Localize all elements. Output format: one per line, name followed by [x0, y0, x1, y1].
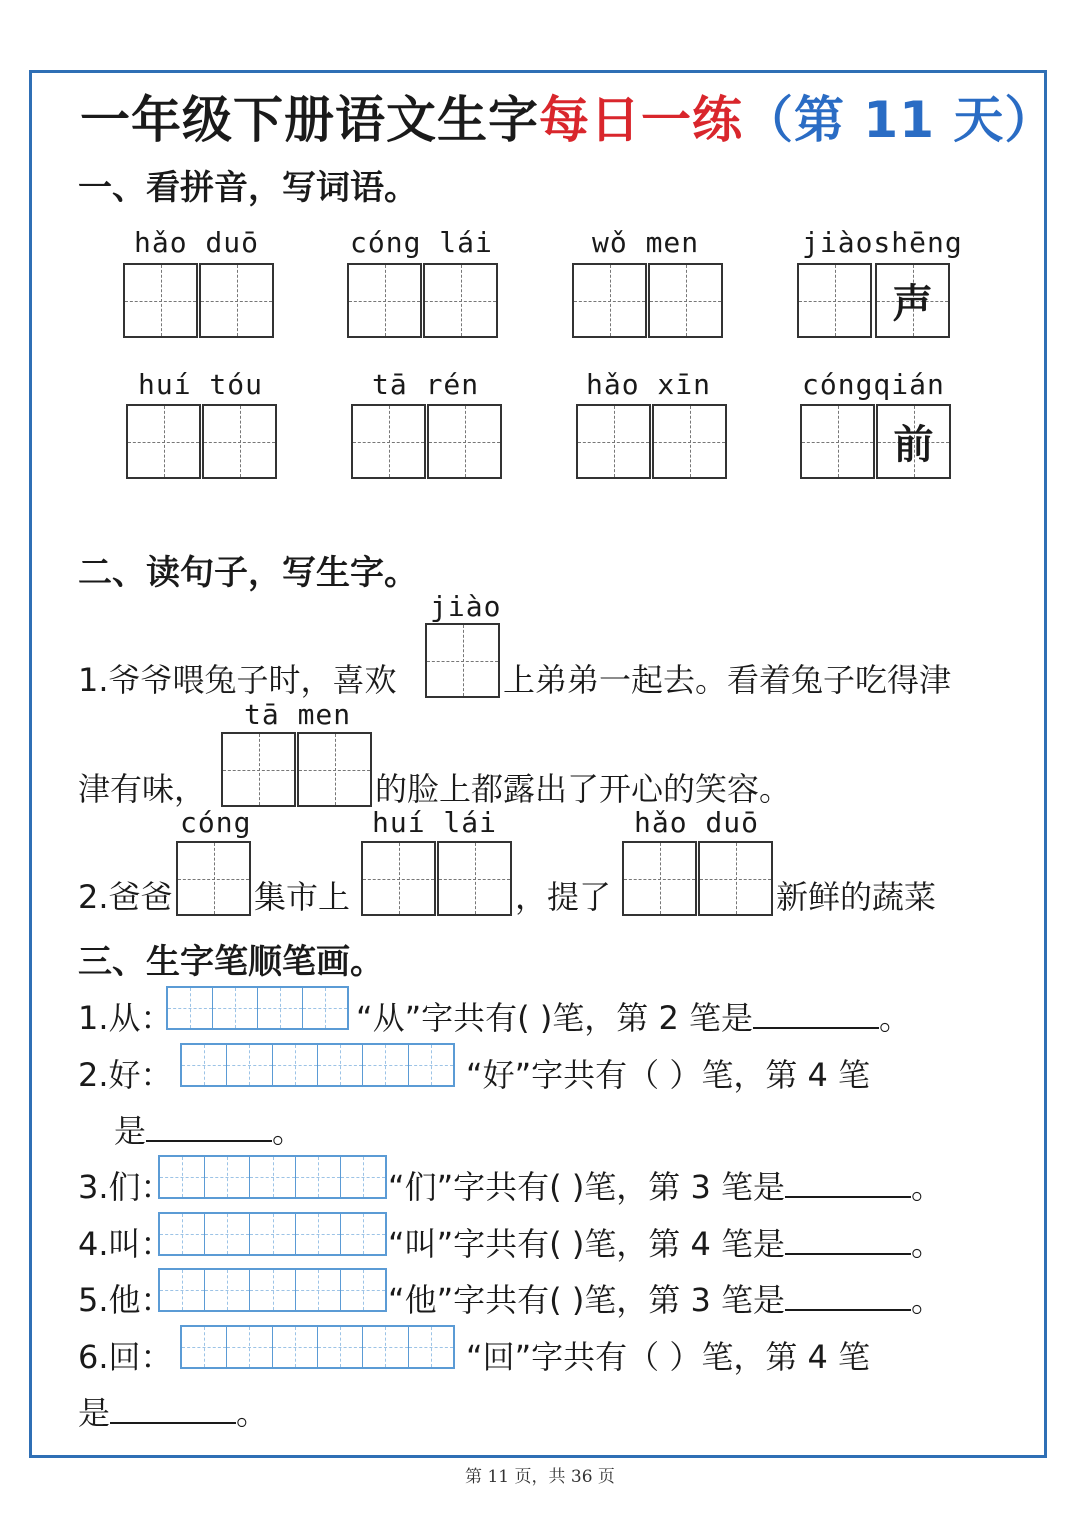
answer-blank[interactable]: [146, 1112, 272, 1142]
pinyin-label: huí lái: [372, 806, 498, 839]
pinyin-label: hǎo xīn: [586, 368, 712, 401]
page-title: [80, 80, 1055, 152]
stroke-order-boxes[interactable]: [180, 1043, 455, 1087]
title-part1: 一年级下册语文生字: [80, 91, 539, 149]
writing-box[interactable]: [423, 263, 498, 338]
stroke-question-cont: 是 。: [78, 1394, 269, 1432]
sentence-text: 的脸上都露出了开心的笑容。: [375, 770, 792, 808]
sentence-text: 新鲜的蔬菜: [776, 878, 937, 916]
stroke-question: “回”字共有（ ）笔，第 4 笔: [466, 1338, 871, 1376]
stroke-order-boxes[interactable]: [158, 1212, 387, 1256]
section3-heading: 三、生字笔顺笔画。: [78, 942, 384, 982]
title-part2: 每日一练: [539, 91, 743, 149]
pinyin-label: cóng: [180, 806, 252, 839]
pinyin-label: hǎo duō: [634, 806, 760, 839]
pinyin-label: wǒ men: [592, 226, 700, 259]
writing-box[interactable]: [437, 841, 512, 916]
sentence-text: 津有味，: [78, 770, 207, 808]
stroke-item-label: 2.好：: [78, 1056, 173, 1094]
sentence-text: ，提了: [515, 878, 612, 916]
pinyin-label: cóng lái: [350, 226, 493, 259]
writing-box[interactable]: [425, 623, 500, 698]
writing-box[interactable]: [875, 263, 950, 338]
writing-box[interactable]: [361, 841, 436, 916]
writing-box[interactable]: [199, 263, 274, 338]
stroke-item-label: 5.他：: [78, 1281, 173, 1319]
writing-box[interactable]: [347, 263, 422, 338]
stroke-question: “他”字共有( )笔，第 3 笔是 。: [388, 1281, 944, 1319]
writing-box[interactable]: [427, 404, 502, 479]
pinyin-label: jiào: [430, 590, 502, 623]
writing-box[interactable]: [698, 841, 773, 916]
section1-heading: 一、看拼音，写词语。: [78, 168, 418, 208]
writing-box[interactable]: [576, 404, 651, 479]
sentence-text: 2.爸爸: [78, 878, 173, 916]
stroke-order-boxes[interactable]: [180, 1325, 455, 1369]
writing-box[interactable]: [648, 263, 723, 338]
answer-blank[interactable]: [110, 1394, 236, 1424]
writing-box[interactable]: [221, 732, 296, 807]
stroke-question: “从”字共有( )笔，第 2 笔是 。: [356, 999, 912, 1037]
given-char: 前: [893, 422, 934, 468]
stroke-order-boxes[interactable]: [158, 1268, 387, 1312]
writing-box[interactable]: [797, 263, 872, 338]
pinyin-label: cóngqián: [802, 368, 945, 401]
stroke-question: “们”字共有( )笔，第 3 笔是 。: [388, 1168, 944, 1206]
title-part3: （第 11 天）: [743, 91, 1056, 149]
writing-box[interactable]: [622, 841, 697, 916]
writing-box[interactable]: [876, 404, 951, 479]
writing-box[interactable]: [176, 841, 251, 916]
stroke-question: “好”字共有（ ）笔，第 4 笔: [466, 1056, 871, 1094]
pinyin-label: tā rén: [372, 368, 480, 401]
stroke-item-label: 1.从：: [78, 999, 173, 1037]
answer-blank[interactable]: [785, 1168, 911, 1198]
pinyin-label: hǎo duō: [134, 226, 260, 259]
writing-box[interactable]: [126, 404, 201, 479]
stroke-question: “叫”字共有( )笔，第 4 笔是 。: [388, 1225, 944, 1263]
pinyin-label: jiàoshēng: [802, 226, 963, 259]
stroke-item-label: 3.们：: [78, 1168, 173, 1206]
writing-box[interactable]: [800, 404, 875, 479]
stroke-question-cont: 是 。: [114, 1112, 305, 1150]
stroke-item-label: 6.回：: [78, 1338, 173, 1376]
writing-box[interactable]: [297, 732, 372, 807]
given-char: 声: [892, 281, 933, 327]
writing-box[interactable]: [123, 263, 198, 338]
stroke-item-label: 4.叫：: [78, 1225, 173, 1263]
answer-blank[interactable]: [785, 1225, 911, 1255]
section2-heading: 二、读句子，写生字。: [78, 553, 418, 593]
sentence-text: 1.爷爷喂兔子时，喜欢: [78, 661, 397, 699]
stroke-order-boxes[interactable]: [158, 1155, 387, 1199]
answer-blank[interactable]: [785, 1281, 911, 1311]
page-footer: 第 11 页，共 36 页: [465, 1467, 615, 1487]
writing-box[interactable]: [351, 404, 426, 479]
writing-box[interactable]: [652, 404, 727, 479]
pinyin-label: huí tóu: [138, 368, 264, 401]
writing-box[interactable]: [202, 404, 277, 479]
sentence-text: 上弟弟一起去。看着兔子吃得津: [503, 661, 952, 699]
writing-box[interactable]: [572, 263, 647, 338]
stroke-order-boxes[interactable]: [166, 986, 349, 1030]
sentence-text: 集市上: [254, 878, 351, 916]
answer-blank[interactable]: [753, 999, 879, 1029]
pinyin-label: tā men: [244, 698, 352, 731]
